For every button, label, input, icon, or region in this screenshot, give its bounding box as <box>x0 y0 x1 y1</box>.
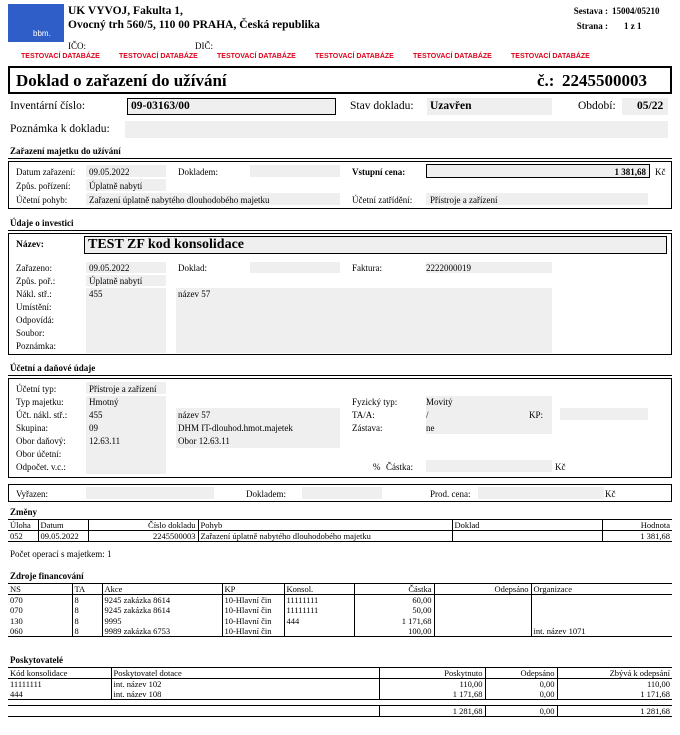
cell: 060 <box>10 626 23 636</box>
changes-table <box>8 519 672 542</box>
table-row <box>8 531 672 542</box>
acc-cost-center: 455 <box>89 410 103 420</box>
cost-center-name: název 57 <box>178 289 211 299</box>
col-header: Doklad <box>452 520 602 531</box>
col-header: Kód konsolidace <box>10 668 68 678</box>
cell <box>434 595 531 606</box>
cost-center: 455 <box>89 289 103 299</box>
acquisition-method: Úplatně nabytí <box>89 181 143 191</box>
inv-doklad-label: Doklad: <box>178 263 207 273</box>
cell: 1 171,68 <box>557 689 672 700</box>
test-banner-4: TESTOVACÍ DATABÁZE <box>315 53 394 60</box>
cell: 10-Hlavní čin <box>222 605 284 616</box>
funding-header-row <box>8 584 672 595</box>
providers-table <box>8 667 672 717</box>
cell <box>531 605 672 616</box>
sale-price-label: Prod. cena: <box>430 489 471 499</box>
field-bg <box>560 408 648 420</box>
kp-label: KP: <box>529 410 544 420</box>
cell: 100,00 <box>354 626 434 637</box>
table-row <box>8 616 672 627</box>
col-header: Poskytovatel dotace <box>111 668 379 679</box>
cell: 8 <box>72 616 102 627</box>
table-row <box>8 605 672 616</box>
field-bg <box>478 487 604 499</box>
col-header: Akce <box>102 584 222 595</box>
operations-count: Počet operací s majetkem: 1 <box>10 549 112 559</box>
section-heading-investice: Údaje o investici <box>10 218 74 228</box>
accounting-classification: Přístroje a zařízení <box>430 195 498 205</box>
disposal-doklad-label: Dokladem: <box>246 489 286 499</box>
table-row <box>8 689 672 700</box>
col-header: NS <box>10 584 21 594</box>
amount-currency: Kč <box>555 462 566 472</box>
cell <box>8 706 111 717</box>
cell: 070 <box>10 605 23 616</box>
company-name: UK VYVOJ, Fakulta 1, <box>68 5 183 17</box>
field-bg <box>86 487 214 499</box>
disposal-label: Vyřazen: <box>16 489 48 499</box>
cost-center-label: Nákl. stř.: <box>16 289 52 299</box>
cell: 9995 <box>102 616 222 627</box>
cell <box>434 605 531 616</box>
tax-field-label: Obor daňový: <box>16 436 66 446</box>
total-remaining: 1 281,68 <box>557 706 672 717</box>
cell: int. název 102 <box>111 679 379 690</box>
acc-field-label: Obor účetní: <box>16 449 62 459</box>
cell: 052 <box>10 531 23 541</box>
strana-value: 1 z 1 <box>624 21 642 31</box>
section-heading-poskytovatele: Poskytovatelé <box>10 655 63 665</box>
field-bg <box>250 262 340 273</box>
pledge: ne <box>426 423 435 433</box>
cell: 8 <box>72 605 102 616</box>
invoice-number: 2222000019 <box>426 263 471 273</box>
col-header: Konsol. <box>284 584 354 595</box>
zarazeni-date-label: Datum zařazení: <box>16 167 76 177</box>
asset-type: Hmotný <box>89 397 119 407</box>
cell: 11111111 <box>284 605 354 616</box>
input-price: 1 381,68 <box>614 167 646 177</box>
section-rule <box>8 158 672 159</box>
document-note-box <box>125 121 668 138</box>
total-row <box>8 706 672 717</box>
cell: 1 171,68 <box>379 689 485 700</box>
set-label: Soubor: <box>16 328 45 338</box>
col-header: Hodnota <box>602 520 672 531</box>
cell: 11111111 <box>284 595 354 606</box>
asset-type-label: Typ majetku: <box>16 397 64 407</box>
cell: 60,00 <box>354 595 434 606</box>
document-number-label: č.: <box>537 71 555 90</box>
field-bg <box>86 396 166 474</box>
section-heading-zmeny: Změny <box>10 507 37 517</box>
accounting-movement-label: Účetní pohyb: <box>16 195 68 205</box>
tax-field-name: Obor 12.63.11 <box>178 436 230 446</box>
accounting-movement: Zařazení úplatně nabytého dlouhodobého majetku <box>89 195 270 205</box>
test-banner-6: TESTOVACÍ DATABÁZE <box>511 53 590 60</box>
accounting-classification-label: Účetní zatřídění: <box>352 195 413 205</box>
test-banner-5: TESTOVACÍ DATABÁZE <box>413 53 492 60</box>
taa-value: / <box>426 410 429 420</box>
acc-cost-center-name: název 57 <box>178 410 211 420</box>
cell <box>434 626 531 637</box>
cell <box>111 706 379 717</box>
inv-acquisition: Úplatně nabytí <box>89 276 143 286</box>
providers-header-row <box>8 668 672 679</box>
cell: 9989 zakázka 6753 <box>102 626 222 637</box>
cell: 2245500003 <box>88 531 198 542</box>
company-address: Ovocný trh 560/5, 110 00 PRAHA, Česká republika <box>68 19 320 31</box>
cell: Zařazení úplatně nabytého dlouhodobého majetku <box>198 531 452 542</box>
pledge-label: Zástava: <box>352 423 383 433</box>
inventory-number: 09-03163/00 <box>131 100 190 112</box>
company-logo <box>8 4 64 42</box>
cell <box>284 626 354 637</box>
table-row <box>8 679 672 690</box>
dic-label: DIČ: <box>195 41 213 51</box>
tax-field: 12.63.11 <box>89 436 121 446</box>
table-row <box>8 626 672 637</box>
sestava-label: Sestava : <box>573 6 608 16</box>
col-header: Odepsáno <box>434 584 531 595</box>
col-header: Organizace <box>531 584 672 595</box>
cell: int. název 1071 <box>531 626 672 637</box>
test-banner-1: TESTOVACÍ DATABÁZE <box>21 53 100 60</box>
responsible-label: Odpovídá: <box>16 315 54 325</box>
cell: 8 <box>72 595 102 606</box>
cell: 1 171,68 <box>354 616 434 627</box>
field-bg <box>250 165 340 177</box>
inventory-number-label: Inventární číslo: <box>10 100 86 112</box>
cell <box>434 616 531 627</box>
zarazeni-date: 09.05.2022 <box>89 167 130 177</box>
cell: 0,00 <box>485 689 557 700</box>
physical-type-label: Fyzický typ: <box>352 397 398 407</box>
ico-label: IČO: <box>68 41 86 51</box>
cell: 1 381,68 <box>602 531 672 542</box>
group-label: Skupina: <box>16 423 49 433</box>
cell: 09.05.2022 <box>38 531 88 542</box>
total-written-off: 0,00 <box>485 706 557 717</box>
col-header: Pohyb <box>198 520 452 531</box>
col-header: TA <box>72 584 102 595</box>
changes-header-row <box>8 520 672 531</box>
period: 05/22 <box>637 100 664 112</box>
cell: 070 <box>10 595 23 605</box>
cell: 9245 zakázka 8614 <box>102 595 222 606</box>
sestava-value: 15004/05210 <box>612 6 660 16</box>
taa-label: TA/A: <box>352 410 375 420</box>
col-header: Datum <box>38 520 88 531</box>
input-price-label: Vstupní cena: <box>352 167 406 177</box>
deduction-label: Odpočet. v.c.: <box>16 462 66 472</box>
cell: 110,00 <box>557 679 672 690</box>
cell: 50,00 <box>354 605 434 616</box>
page-title: Doklad o zařazení do užívání <box>16 71 227 90</box>
cell: 10-Hlavní čin <box>222 626 284 637</box>
strana-label: Strana : <box>576 21 608 31</box>
cell: 10-Hlavní čin <box>222 616 284 627</box>
section-rule <box>8 375 672 376</box>
cell <box>531 616 672 627</box>
col-header: Úloha <box>10 520 31 530</box>
col-header: Číslo dokladu <box>88 520 198 531</box>
field-bg <box>302 487 382 499</box>
col-header: Poskytnuto <box>379 668 485 679</box>
field-bg <box>426 460 552 472</box>
location-label: Umístění: <box>16 302 52 312</box>
sale-price-currency: Kč <box>605 489 616 499</box>
acquisition-method-label: Způs. pořízení: <box>16 181 71 191</box>
field-bg <box>176 288 552 353</box>
asset-name-label: Název: <box>16 240 44 250</box>
section-heading-ucetni: Účetní a daňové údaje <box>10 363 96 373</box>
test-banner-2: TESTOVACÍ DATABÁZE <box>119 53 198 60</box>
total-provided: 1 281,68 <box>379 706 485 717</box>
period-label: Období: <box>578 100 616 112</box>
cell: 444 <box>10 689 23 699</box>
inv-zarazeno: 09.05.2022 <box>89 263 130 273</box>
section-rule <box>8 230 672 231</box>
cell: 8 <box>72 626 102 637</box>
cell: 130 <box>10 615 23 626</box>
cell: 110,00 <box>379 679 485 690</box>
cell: int. název 108 <box>111 689 379 700</box>
amount-label: Částka: <box>386 462 413 472</box>
cell: 9245 zakázka 8614 <box>102 605 222 616</box>
col-header: Odepsáno <box>485 668 557 679</box>
zarazeni-doklad-label: Dokladem: <box>178 167 218 177</box>
physical-type: Movitý <box>426 397 453 407</box>
section-heading-zdroje: Zdroje financování <box>10 571 84 581</box>
test-banner-3: TESTOVACÍ DATABÁZE <box>217 53 296 60</box>
inv-acquisition-label: Způs. poř.: <box>16 276 56 286</box>
cell: 444 <box>284 616 354 627</box>
document-note-label: Poznámka k dokladu: <box>10 123 110 135</box>
section-heading-zarazeni: Zařazení majetku do užívání <box>10 146 121 156</box>
acc-type-label: Účetní typ: <box>16 384 57 394</box>
company-logo-text: bbm. <box>33 29 51 38</box>
cell: 11111111 <box>10 679 42 689</box>
cell <box>452 531 602 542</box>
document-number: 2245500003 <box>562 71 647 90</box>
invoice-label: Faktura: <box>352 263 382 273</box>
cell: 0,00 <box>485 679 557 690</box>
group: 09 <box>89 423 98 433</box>
input-price-currency: Kč <box>655 167 666 177</box>
percent-sign: % <box>373 462 381 472</box>
document-status-label: Stav dokladu: <box>350 100 414 112</box>
col-header: Částka <box>354 584 434 595</box>
table-row <box>8 595 672 606</box>
col-header: Zbývá k odepsání <box>557 668 672 679</box>
acc-type: Přístroje a zařízení <box>89 384 157 394</box>
funding-table <box>8 583 672 637</box>
group-name: DHM IT-dlouhod.hmot.majetek <box>178 423 293 433</box>
cell: 10-Hlavní čin <box>222 595 284 606</box>
col-header: KP <box>222 584 284 595</box>
asset-name: TEST ZF kod konsolidace <box>88 237 245 252</box>
inv-zarazeno-label: Zařazeno: <box>16 263 52 273</box>
cell <box>531 595 672 606</box>
document-status: Uzavřen <box>430 100 472 112</box>
acc-cost-center-label: Účt. nákl. stř.: <box>16 410 68 420</box>
inv-note-label: Poznámka: <box>16 341 56 351</box>
